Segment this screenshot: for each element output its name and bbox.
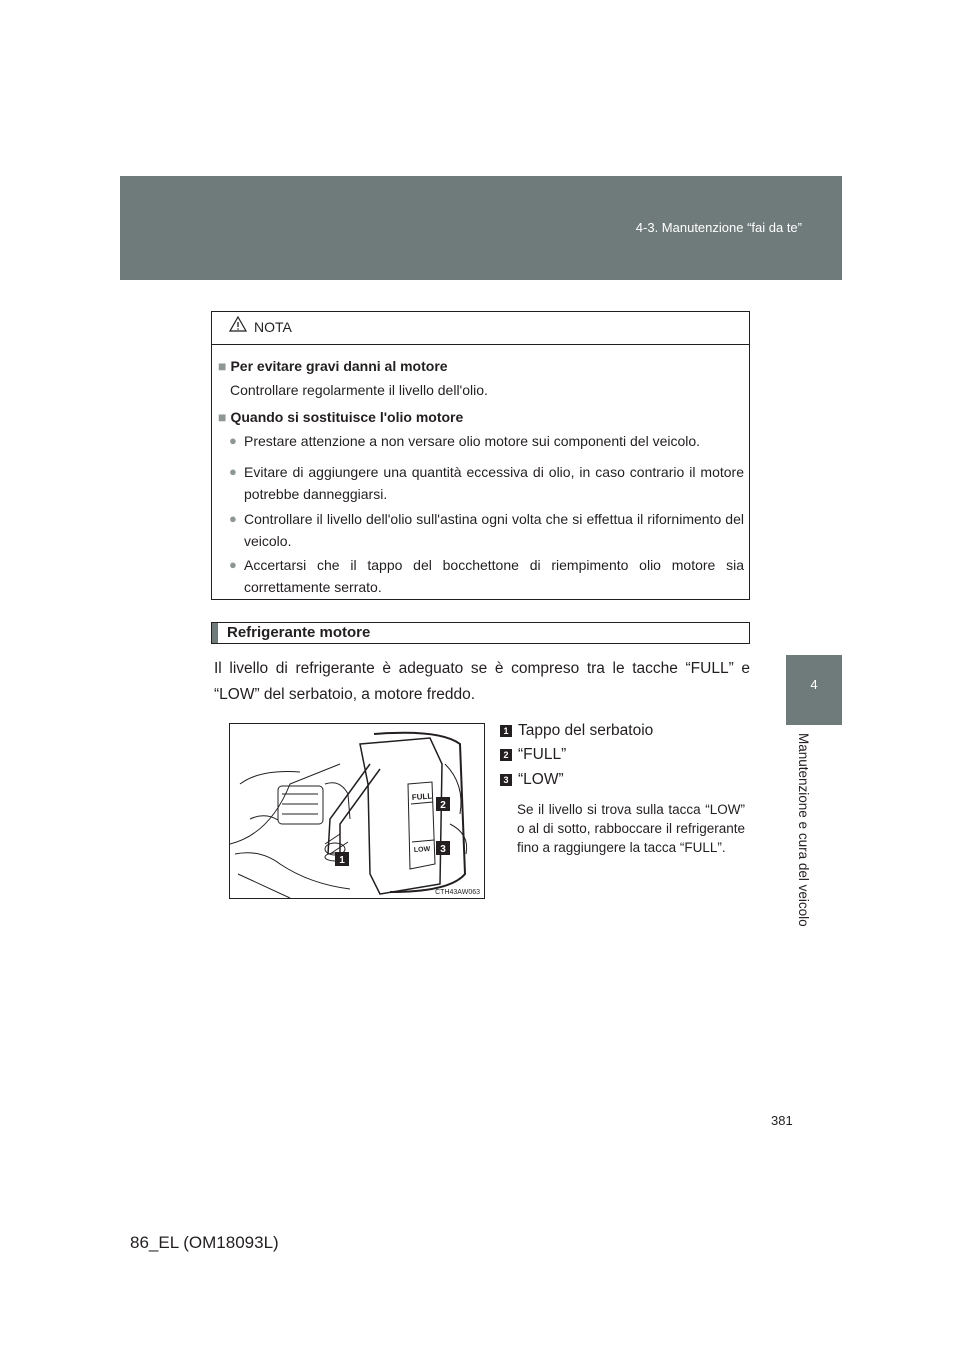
legend-label: “FULL” xyxy=(518,746,567,763)
callout-3-number: 3 xyxy=(440,844,446,855)
callout-1-number: 1 xyxy=(339,855,345,866)
notice-heading: NOTA xyxy=(254,319,292,335)
number-1-icon: 1 xyxy=(500,725,512,737)
chapter-title: Manutenzione e cura del veicolo xyxy=(796,733,811,927)
notice-bullet-text: Controllare il livello dell'olio sull'astina ogni volta che si effettua il rifornimento del veicolo. xyxy=(244,511,744,549)
page-number: 381 xyxy=(771,1113,793,1128)
notice-bullet-text: Evitare di aggiungere una quantità eccessiva di olio, in caso contrario il motore potrebbe danneggiarsi. xyxy=(244,464,744,502)
circle-bullet-icon: ● xyxy=(229,557,237,572)
notice-header xyxy=(212,312,749,345)
chapter-tab xyxy=(786,655,842,725)
number-2-icon: 2 xyxy=(500,749,512,761)
header-band xyxy=(120,176,842,280)
tank-low-mark: LOW xyxy=(413,845,431,854)
notice-item-title: ■ Quando si sostituisce l'olio motore xyxy=(218,409,464,425)
circle-bullet-icon: ● xyxy=(229,433,237,448)
figure-code: CTH43AW063 xyxy=(435,889,480,896)
notice-bullet-text: Prestare attenzione a non versare olio motore sui componenti del veicolo. xyxy=(244,433,701,449)
warning-triangle-icon xyxy=(229,316,247,332)
engine-bay-drawing xyxy=(230,724,484,898)
document-code: 86_EL (OM18093L) xyxy=(130,1233,279,1252)
notice-item-title: ■ Per evitare gravi danni al motore xyxy=(218,358,448,374)
section-heading-bar xyxy=(211,622,750,644)
notice-item-text: Controllare regolarmente il livello dell'olio. xyxy=(230,382,488,398)
chapter-side-label xyxy=(796,733,816,953)
callout-2-number: 2 xyxy=(440,800,446,811)
legend-note: Se il livello si trova sulla tacca “LOW” o al di sotto, rabboccare il refrigerante fino a raggiungere la tacca “FULL”. xyxy=(517,802,745,855)
section-header-title: 4-3. Manutenzione “fai da te” xyxy=(635,220,802,235)
legend-label: Tappo del serbatoio xyxy=(518,722,654,739)
square-bullet-icon: ■ xyxy=(218,358,227,374)
circle-bullet-icon: ● xyxy=(229,464,237,479)
number-3-icon: 3 xyxy=(500,774,512,786)
square-bullet-icon: ■ xyxy=(218,409,227,425)
notice-box xyxy=(211,311,750,600)
circle-bullet-icon: ● xyxy=(229,511,237,526)
coolant-reservoir-illustration xyxy=(229,723,485,899)
tank-full-mark: FULL xyxy=(411,791,433,802)
legend-label: “LOW” xyxy=(518,771,564,788)
section-intro: Il livello di refrigerante è adeguato se è compreso tra le tacche “FULL” e “LOW” del serbatoio, a motore freddo. xyxy=(214,660,750,703)
notice-bullet-text: Accertarsi che il tappo del bocchettone di riempimento olio motore sia correttamente serrato. xyxy=(244,557,744,595)
chapter-number: 4 xyxy=(810,677,818,692)
section-heading-marker xyxy=(212,623,218,643)
section-title: Refrigerante motore xyxy=(227,624,371,641)
